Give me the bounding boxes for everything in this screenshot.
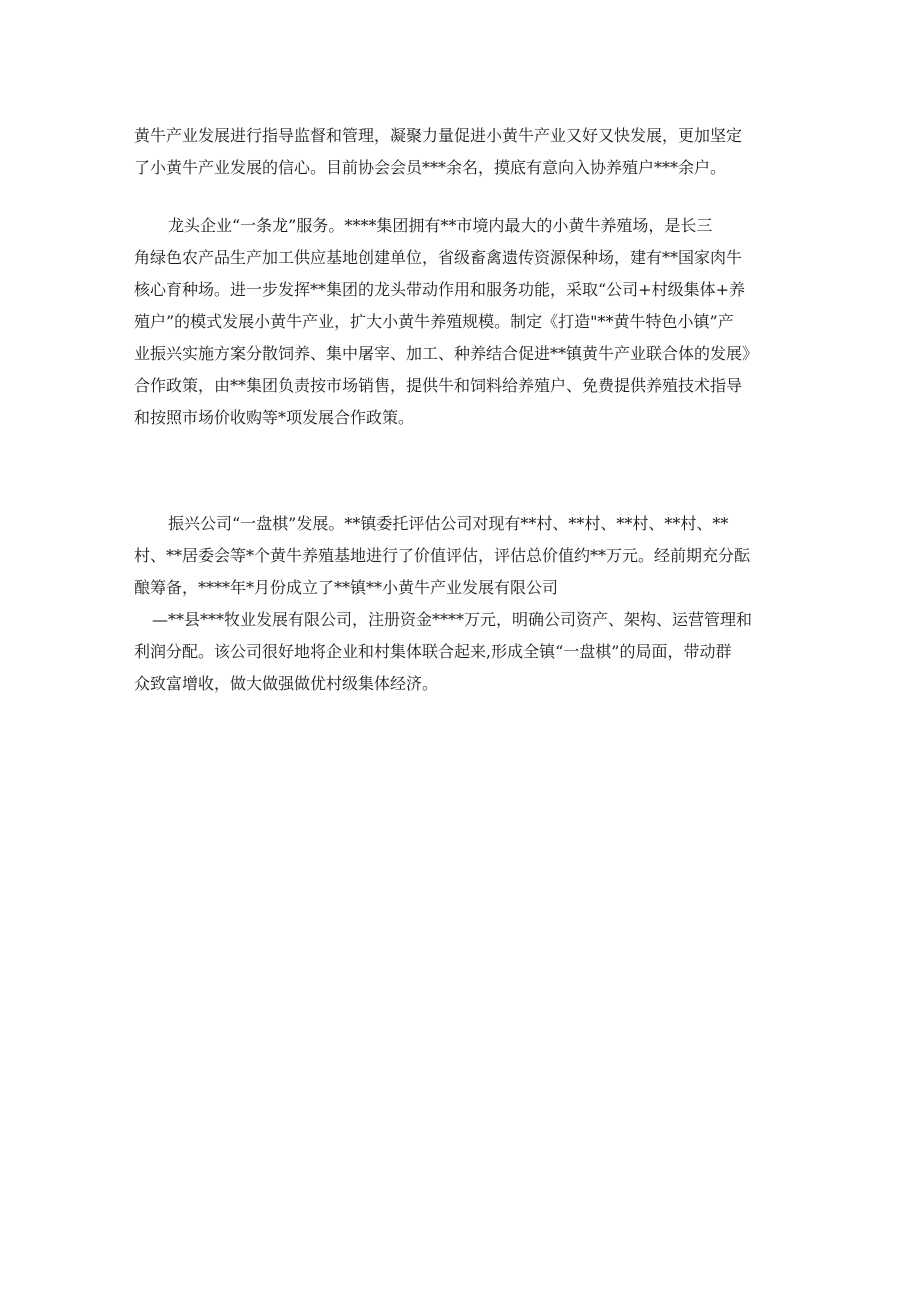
text-line: 利润分配。该公司很好地将企业和村集体联合起来,形成全镇“一盘棋”的局面，带动群 (134, 642, 732, 661)
text-line: 众致富增收，做大做强做优村级集体经济。 (134, 674, 439, 693)
text-line: 角绿色农产品生产加工供应基地创建单位，省级畜禽遗传资源保种场，建有**国家肉牛 (134, 248, 743, 267)
text-line: 村、**居委会等*个黄牛养殖基地进行了价值评估，评估总价值约**万元。经前期充分酝 (134, 546, 751, 565)
paragraph-dragon-head-enterprise (134, 210, 794, 434)
text-line: 合作政策，由**集团负责按市场销售，提供牛和饲料给养殖户、免费提供养殖技术指导 (134, 376, 743, 395)
text-line: 黄牛产业发展进行指导监督和管理，凝聚力量促进小黄牛产业又好又快发展，更加坚定 (134, 126, 743, 145)
text-line: —**县***牧业发展有限公司，注册资金****万元，明确公司资产、架构、运营管理和 (152, 610, 753, 629)
paragraph-continuation (134, 120, 794, 184)
text-line: 核心育种场。进一步发挥**集团的龙头带动作用和服务功能，采取“公司+村级集体+养 (134, 280, 745, 299)
text-line: 了小黄牛产业发展的信心。目前协会会员***余名，摸底有意向入协养殖户***余户。 (134, 158, 727, 177)
text-line: 和按照市场价收购等*项发展合作政策。 (134, 408, 415, 427)
paragraph-revitalization-company (134, 508, 794, 700)
text-line: 酿筹备，****年*月份成立了**镇**小黄牛产业发展有限公司 (134, 578, 559, 597)
text-line: 业振兴实施方案分散饲养、集中屠宰、加工、种养结合促进**镇黄牛产业联合体的发展》 (134, 344, 759, 363)
text-line: 振兴公司“一盘棋”发展。**镇委托评估公司对现有**村、**村、**村、**村、** (168, 514, 729, 533)
text-line: 殖户”的模式发展小黄牛产业，扩大小黄牛养殖规模。制定《打造"**黄牛特色小镇”产 (134, 312, 734, 331)
text-line: 龙头企业“一条龙”服务。****集团拥有**市境内最大的小黄牛养殖场，是长三 (168, 216, 713, 235)
